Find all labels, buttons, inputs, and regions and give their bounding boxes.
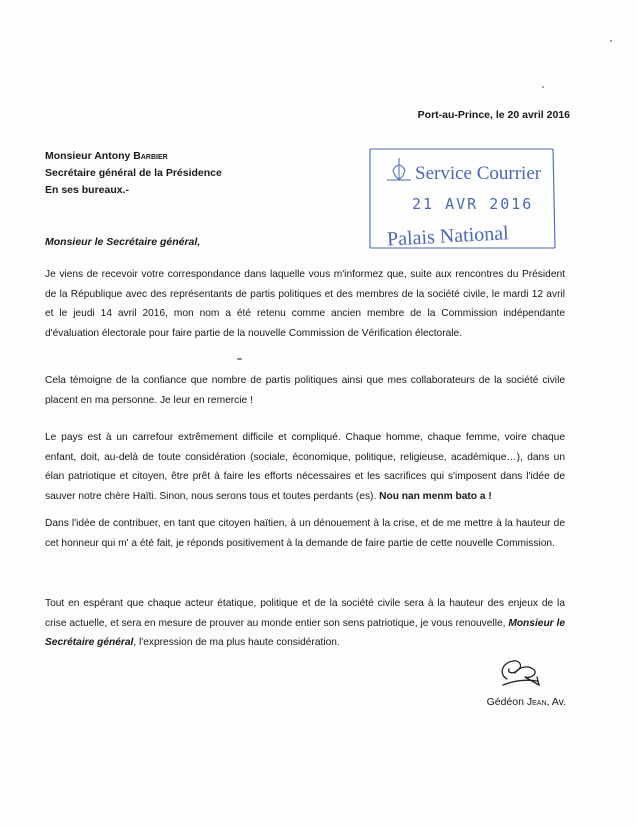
- paragraph-5-emphasis: Monsieur le Secrétaire général: [45, 617, 565, 649]
- paragraph-5-text: Tout en espérant que chaque acteur étatique, politique et de la société civile sera à la hauteur des enjeux de la crise actuelle, et sera en mesure de prouver au monde entier son sens patriotique, je vous renouvelle,: [45, 598, 565, 629]
- paragraph-3-text: Le pays est à un carrefour extrêmement difficile et compliqué. Chaque homme, chaque femme, voire chaque enfant, doit, au-delà de toute considération (sociale, économique, politique, religieuse, académique…), dans un élan patriotique et citoyen, être prêt à faire les efforts nécessaires et les sacrifices qui s'imposent dans l'idée de sauver notre chère Haïti. Sinon, nous serons tous et toutes perdants (es).: [45, 432, 565, 502]
- signature: [485, 655, 555, 695]
- recipient-name-prefix: Monsieur Antony: [45, 150, 134, 162]
- recipient-location: En ses bureaux.-: [45, 184, 130, 196]
- recipient-name: [45, 148, 222, 165]
- paragraph-5-end: , l'expression de ma plus haute considération.: [133, 637, 340, 649]
- scan-speck: [610, 40, 612, 42]
- recipient-surname: Barbier: [133, 150, 168, 162]
- paragraph-1: Je viens de recevoir votre correspondance dans laquelle vous m'informez que, suite aux rencontres du Président de la République avec des représentants de partis politiques et des membres de la société civile, le mardi 12 avril et le jeudi 14 avril 2016, mon nom a été retenu comme ancien membre de la Commission indépendante d'évaluation électorale pour faire partie de la nouvelle Commission de Vérification électorale.: [45, 269, 565, 339]
- coat-of-arms-icon: [387, 158, 411, 180]
- recipient-block: [45, 148, 222, 199]
- paragraph-4: Dans l'idée de contribuer, en tant que citoyen haïtien, à un dénouement à la crise, et de me mettre à la hauteur de cet honneur qui m' a été fait, je réponds positivement à la demande de faire partie de cette nouvelle Commission.: [45, 518, 565, 549]
- stamp-palais-national: Palais National: [386, 222, 510, 251]
- signer-first-name: Gédéon: [486, 696, 527, 708]
- scan-speck: [542, 86, 544, 88]
- paragraph-2: Cela témoigne de la confiance que nombre de partis politiques ainsi que mes collaborateurs de la société civile placent en ma personne. Je leur en remercie !: [45, 375, 565, 406]
- stamp-date: 21 AVR 2016: [412, 195, 534, 213]
- stamp-service-courrier: Service Courrier: [415, 163, 542, 184]
- salutation: Monsieur le Secrétaire général,: [45, 236, 201, 248]
- paragraph-3: [45, 428, 565, 506]
- signer-name: [440, 696, 566, 708]
- signer-surname: Jean: [526, 696, 547, 708]
- received-stamp: [365, 144, 560, 254]
- scan-speck: [237, 358, 242, 360]
- place-date: Port-au-Prince, le 20 avril 2016: [417, 109, 570, 121]
- paragraph-5: [45, 594, 565, 653]
- recipient-title: Secrétaire général de la Présidence: [45, 167, 222, 179]
- signer-suffix: , Av.: [546, 696, 566, 708]
- paragraph-3-emphasis: Nou nan menm bato a !: [379, 490, 492, 502]
